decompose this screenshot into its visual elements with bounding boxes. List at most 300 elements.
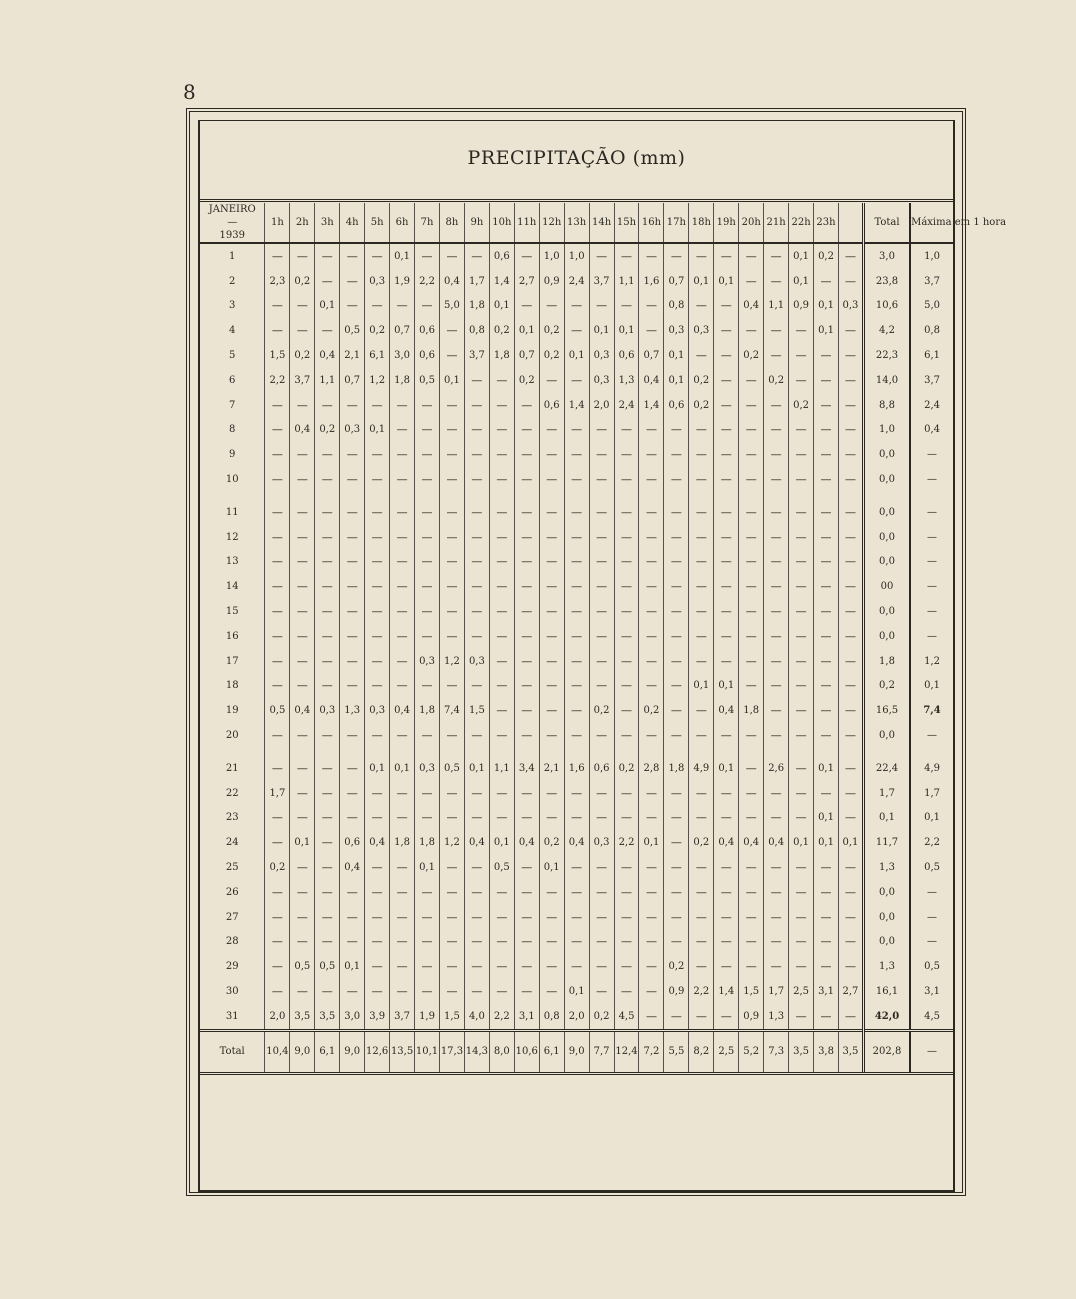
max-cell: 7,4 [910,698,953,723]
hour-value: — [265,649,290,674]
hour-value: 2,0 [265,1004,290,1030]
hour-value: — [415,243,440,269]
hour-value: 0,1 [514,318,539,343]
hour-value: — [489,368,514,393]
table-row [200,550,953,575]
total-cell: 16,1 [863,979,910,1004]
hour-value: — [664,880,689,905]
hour-value: 0,1 [789,830,814,855]
hour-value: — [464,979,489,1004]
hour-value: 0,4 [639,368,664,393]
hour-value: — [514,806,539,831]
hour-value: — [390,624,415,649]
hour-value: 0,6 [589,748,614,781]
hour-header: 17h [664,203,689,243]
day-cell: 10 [225,474,239,486]
hour-value: — [664,467,689,492]
hour-value: 4,0 [464,1004,489,1030]
hour-value: — [539,880,564,905]
hour-value: — [739,525,764,550]
hour-value: 0,3 [340,418,365,443]
hour-value: — [838,1004,863,1030]
hour-value: — [539,294,564,319]
hour-value: — [365,806,390,831]
table-row [200,574,953,599]
hour-value: — [514,418,539,443]
hour-value: — [390,294,415,319]
hour-value: 0,2 [739,343,764,368]
hour-value: — [290,855,315,880]
hour-value: — [265,525,290,550]
total-row-label: Total [200,1030,265,1073]
day-cell: 29 [225,961,239,973]
hour-value: 0,4 [290,698,315,723]
hour-value: — [315,243,340,269]
hour-value: — [439,243,464,269]
hour-value: 1,0 [564,243,589,269]
hour-value: — [689,905,714,930]
hour-header: 13h [564,203,589,243]
hour-value: — [614,418,639,443]
hour-value: — [639,880,664,905]
hour-value: 1,5 [464,698,489,723]
hour-value: — [365,294,390,319]
hour-value: — [689,781,714,806]
hour-value: — [838,467,863,492]
hour-value: — [764,905,789,930]
day-cell: 7 [229,399,236,411]
hour-header: 14h [589,203,614,243]
hour-value: — [689,467,714,492]
hour-total: 2,5 [714,1030,739,1073]
hour-value: — [390,442,415,467]
hour-value: — [265,574,290,599]
hour-value: — [290,492,315,525]
table-row [200,698,953,723]
hour-value: — [539,467,564,492]
hour-value: — [464,905,489,930]
table-row [200,599,953,624]
hour-value: — [564,368,589,393]
hour-value: — [564,806,589,831]
hour-value: — [439,418,464,443]
hour-value: — [489,723,514,748]
hour-value: — [564,624,589,649]
total-cell: 42,0 [863,1004,910,1030]
table-row [200,748,953,781]
hour-value: — [614,649,639,674]
hour-value: — [489,393,514,418]
hour-value: 0,6 [489,243,514,269]
total-cell: 1,3 [863,954,910,979]
hour-value: 0,2 [639,698,664,723]
hour-value: — [489,698,514,723]
table-row [200,624,953,649]
hour-value: — [464,550,489,575]
hour-value: 3,0 [340,1004,365,1030]
hour-value: 0,5 [315,954,340,979]
hour-value: — [714,492,739,525]
hour-value: 1,0 [539,243,564,269]
hour-total: 10,1 [415,1030,440,1073]
hour-value: 0,2 [539,318,564,343]
hour-value: — [689,550,714,575]
hour-value: — [489,649,514,674]
day-cell: 12 [225,531,239,543]
hour-total: 7,2 [639,1030,664,1073]
hour-value: — [290,979,315,1004]
hour-value: 1,4 [564,393,589,418]
hour-value: — [365,492,390,525]
hour-value: — [340,294,365,319]
total-header: Total [863,203,910,243]
hour-total: 9,0 [564,1030,589,1073]
hour-value: — [614,806,639,831]
hour-value: — [489,599,514,624]
total-cell: 0,2 [863,674,910,699]
max-cell: — [910,880,953,905]
hour-value: 0,2 [589,698,614,723]
hour-value: — [814,1004,839,1030]
hour-value: — [415,905,440,930]
hour-value: — [589,243,614,269]
hour-header: 11h [514,203,539,243]
hour-value: — [789,674,814,699]
hour-value: 0,2 [764,368,789,393]
hour-value: — [614,624,639,649]
hour-value: — [415,781,440,806]
month-label: JANEIRO [208,204,256,215]
hour-value: — [764,599,789,624]
hour-value: — [315,574,340,599]
hour-value: — [589,599,614,624]
hour-value: — [265,748,290,781]
hour-value: — [315,624,340,649]
hour-value: 0,7 [340,368,365,393]
hour-value: 0,2 [814,243,839,269]
hour-value: — [265,550,290,575]
hour-value: — [739,674,764,699]
total-cell: 0,0 [863,624,910,649]
hour-value: — [689,1004,714,1030]
hour-value: — [265,979,290,1004]
hour-value: 1,7 [464,269,489,294]
max-cell: — [910,723,953,748]
hour-total: 8,2 [689,1030,714,1073]
hour-value: — [814,442,839,467]
hour-value: — [564,930,589,955]
hour-value: — [589,855,614,880]
hour-value: 0,2 [290,269,315,294]
hour-value: — [589,550,614,575]
hour-value: — [564,599,589,624]
total-cell: 23,8 [863,269,910,294]
hour-value: — [439,318,464,343]
hour-value: — [714,649,739,674]
hour-value: 0,1 [614,318,639,343]
hour-value: 0,4 [764,830,789,855]
hour-value: — [814,418,839,443]
max-cell: 3,7 [910,269,953,294]
hour-value: — [439,905,464,930]
total-cell: 0,0 [863,880,910,905]
hour-value: 3,9 [365,1004,390,1030]
hour-header: 10h [489,203,514,243]
hour-value: — [464,930,489,955]
hour-value: — [464,243,489,269]
hour-value: — [589,294,614,319]
hour-value: 0,1 [664,368,689,393]
hour-value: — [514,294,539,319]
hour-value: — [564,294,589,319]
table-row [200,806,953,831]
hour-value: — [539,954,564,979]
hour-value: — [340,525,365,550]
hour-value: — [739,318,764,343]
hour-value: 0,2 [689,830,714,855]
hour-value: 0,9 [539,269,564,294]
total-cell: 22,4 [863,748,910,781]
hour-value: 0,2 [265,855,290,880]
hour-value: 1,8 [464,294,489,319]
hour-value: — [539,723,564,748]
hour-value: — [714,806,739,831]
hour-value: — [415,550,440,575]
hour-value: — [664,855,689,880]
hour-value: — [838,781,863,806]
hour-value: — [664,830,689,855]
hour-value: — [664,930,689,955]
day-cell: 20 [225,730,239,742]
total-cell: 1,8 [863,649,910,674]
hour-value: — [789,698,814,723]
hour-value: — [714,467,739,492]
hour-value: — [739,880,764,905]
total-cell: 10,6 [863,294,910,319]
hour-value: 0,5 [439,748,464,781]
hour-value: — [614,442,639,467]
max-cell: 3,7 [910,368,953,393]
hour-value: 0,1 [814,748,839,781]
hour-total: 13,5 [390,1030,415,1073]
hour-value: — [415,880,440,905]
hour-value: — [614,243,639,269]
hour-value: 0,1 [789,269,814,294]
hour-value: — [315,525,340,550]
hour-value: — [838,855,863,880]
hour-value: — [664,442,689,467]
hour-value: — [489,781,514,806]
hour-value: — [340,442,365,467]
hour-value: — [689,418,714,443]
hour-value: 0,4 [739,294,764,319]
hour-value: — [689,954,714,979]
hour-value: 0,7 [639,343,664,368]
total-cell: 8,8 [863,393,910,418]
hour-value: — [315,806,340,831]
hour-value: — [564,855,589,880]
hour-value: — [365,954,390,979]
hour-value: — [315,830,340,855]
hour-value: — [714,318,739,343]
hour-value: 0,1 [814,294,839,319]
hour-value: 0,3 [365,698,390,723]
hour-value: — [539,905,564,930]
hour-total: 10,6 [514,1030,539,1073]
hour-value: — [838,318,863,343]
hour-value: 3,7 [290,368,315,393]
hour-value: — [439,467,464,492]
hour-value: — [714,781,739,806]
total-cell: 0,0 [863,467,910,492]
hour-value: — [714,574,739,599]
max-cell: 1,7 [910,781,953,806]
hour-value: — [290,806,315,831]
hour-value: — [564,880,589,905]
hour-value: — [315,905,340,930]
hour-value: 0,1 [838,830,863,855]
hour-value: — [290,624,315,649]
hour-value: 1,1 [764,294,789,319]
hour-value: 0,1 [789,243,814,269]
hour-value: — [390,905,415,930]
table-row [200,393,953,418]
hour-value: — [315,748,340,781]
hour-value: — [639,525,664,550]
hour-value: — [614,674,639,699]
hour-value: — [365,550,390,575]
hour-value: — [689,880,714,905]
table-row [200,905,953,930]
table-row [200,855,953,880]
hour-header: 21h [764,203,789,243]
hour-value: — [739,855,764,880]
hour-value: — [764,649,789,674]
hour-value: — [664,599,689,624]
hour-value: — [589,492,614,525]
hour-value: — [689,525,714,550]
hour-value: — [764,624,789,649]
table-row [200,930,953,955]
hour-header: 7h [415,203,440,243]
hour-header: 3h [315,203,340,243]
hour-value: 0,6 [614,343,639,368]
hour-value: — [290,649,315,674]
hour-value: — [489,442,514,467]
hour-value: — [340,649,365,674]
hour-value: — [764,781,789,806]
hour-value: — [789,492,814,525]
hour-value: — [564,574,589,599]
hour-value: — [415,599,440,624]
hour-value: — [789,748,814,781]
hour-value: — [290,574,315,599]
hour-header: 18h [689,203,714,243]
hour-value: 0,6 [539,393,564,418]
hour-value: — [614,781,639,806]
hour-value: 0,1 [564,979,589,1004]
hour-total: 3,5 [838,1030,863,1073]
table-row [200,318,953,343]
hour-value: — [514,393,539,418]
day-cell: 8 [229,424,236,436]
hour-value: — [639,723,664,748]
hour-value: — [365,649,390,674]
hour-value: — [464,467,489,492]
hour-value: 0,2 [664,954,689,979]
hour-value: — [390,418,415,443]
hour-value: — [315,599,340,624]
hour-value: 0,1 [639,830,664,855]
hour-value: 1,8 [390,368,415,393]
hour-value: 0,4 [390,698,415,723]
total-cell: 16,5 [863,698,910,723]
hour-value: — [514,467,539,492]
hour-value: 0,1 [365,748,390,781]
hour-value: — [764,550,789,575]
hour-value: — [390,930,415,955]
hour-value: — [415,492,440,525]
hour-value: — [315,723,340,748]
hour-value: — [714,624,739,649]
hour-value: — [539,979,564,1004]
hour-value: — [714,442,739,467]
hour-value: 1,1 [315,368,340,393]
hour-value: — [290,393,315,418]
hour-value: — [539,599,564,624]
hour-value: — [689,806,714,831]
hour-value: 1,8 [415,698,440,723]
hour-value: — [489,930,514,955]
hour-value: — [639,649,664,674]
hour-value: — [838,492,863,525]
max-cell: 0,1 [910,806,953,831]
hour-value: 0,2 [489,318,514,343]
hour-value: — [714,954,739,979]
hour-value: — [315,269,340,294]
hour-total: 6,1 [315,1030,340,1073]
hour-value: — [365,243,390,269]
hour-value: 2,6 [764,748,789,781]
hour-value: — [664,574,689,599]
hour-value: 5,0 [439,294,464,319]
hour-value: — [439,781,464,806]
max-cell: — [910,905,953,930]
hour-value: — [714,880,739,905]
hour-value: 1,9 [415,1004,440,1030]
hour-value: — [539,525,564,550]
hour-value: — [589,467,614,492]
hour-value: — [714,525,739,550]
hour-value: — [714,418,739,443]
hour-value: 0,1 [814,318,839,343]
hour-value: — [639,318,664,343]
hour-value: 0,1 [589,318,614,343]
hour-value: — [489,905,514,930]
hour-header: 19h [714,203,739,243]
hour-header: 16h [639,203,664,243]
grand-total: 202,8 [863,1030,910,1073]
hour-value: — [664,243,689,269]
hour-total: 8,0 [489,1030,514,1073]
hour-value: — [290,599,315,624]
hour-value: — [514,243,539,269]
hour-value: 0,1 [489,294,514,319]
hour-value: — [814,269,839,294]
hour-value: — [639,781,664,806]
hour-value: — [290,930,315,955]
hour-value: — [539,806,564,831]
